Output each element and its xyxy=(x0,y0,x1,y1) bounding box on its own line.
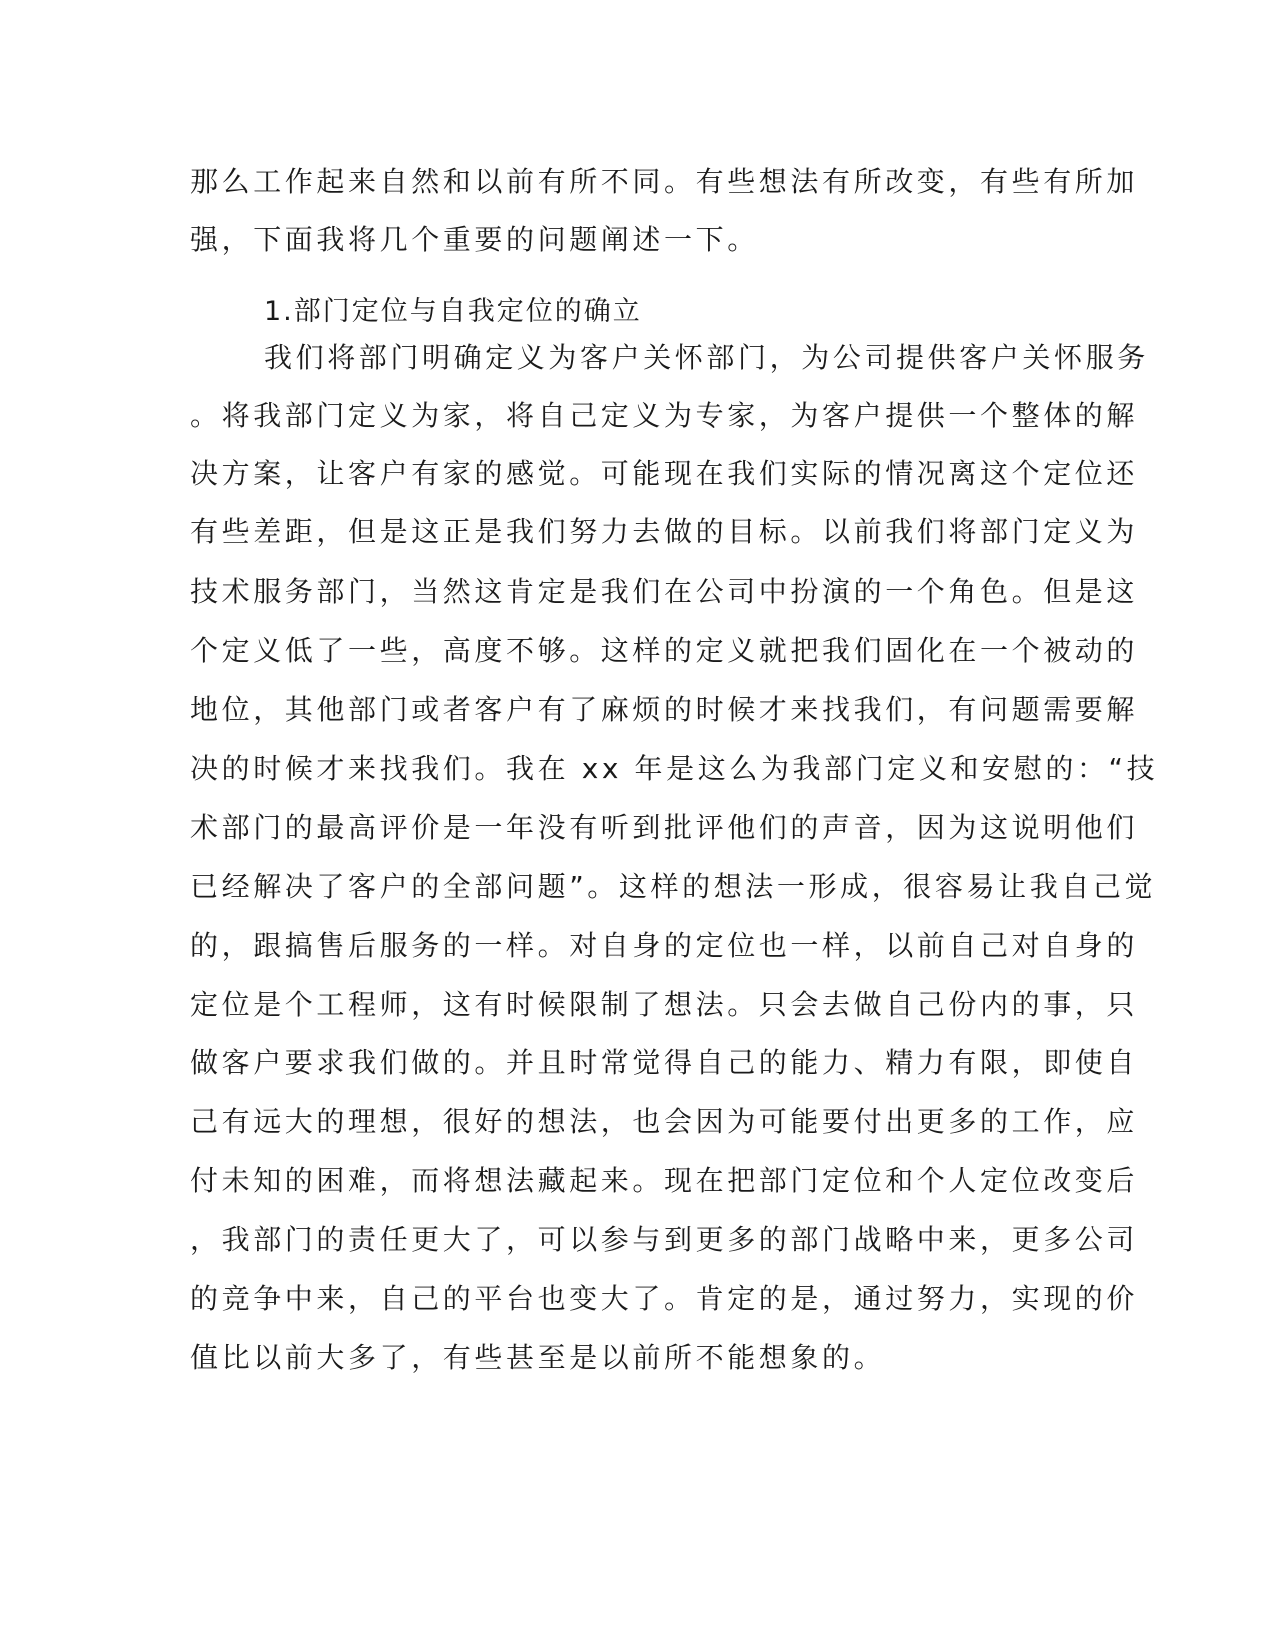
paragraph-line: 己有远大的理想，很好的想法，也会因为可能要付出更多的工作，应 xyxy=(190,1105,1139,1138)
paragraph-line: 。将我部门定义为家，将自己定义为专家，为客户提供一个整体的解 xyxy=(190,399,1139,432)
paragraph-line: 付未知的困难，而将想法藏起来。现在把部门定位和个人定位改变后 xyxy=(190,1164,1139,1197)
paragraph-line: 的竞争中来，自己的平台也变大了。肯定的是，通过努力，实现的价 xyxy=(190,1282,1139,1315)
paragraph-line: 个定义低了一些，高度不够。这样的定义就把我们固化在一个被动的 xyxy=(190,634,1139,667)
paragraph-line: 我们将部门明确定义为客户关怀部门，为公司提供客户关怀服务 xyxy=(264,341,1149,374)
paragraph-line: 决方案，让客户有家的感觉。可能现在我们实际的情况离这个定位还 xyxy=(190,457,1139,490)
paragraph-line: 地位，其他部门或者客户有了麻烦的时候才来找我们，有问题需要解 xyxy=(190,693,1139,726)
paragraph-line: 决的时候才来找我们。我在 xx 年是这么为我部门定义和安慰的：“技 xyxy=(190,752,1159,785)
paragraph-line: 定位是个工程师，这有时候限制了想法。只会去做自己份内的事，只 xyxy=(190,988,1139,1021)
intro-line-2: 强，下面我将几个重要的问题阐述一下。 xyxy=(190,223,759,256)
intro-line-1: 那么工作起来自然和以前有所不同。有些想法有所改变，有些有所加 xyxy=(190,165,1139,198)
section-heading: 1.部门定位与自我定位的确立 xyxy=(264,296,642,327)
paragraph-line: 做客户要求我们做的。并且时常觉得自己的能力、精力有限，即使自 xyxy=(190,1046,1139,1079)
paragraph-line: 术部门的最高评价是一年没有听到批评他们的声音，因为这说明他们 xyxy=(190,811,1139,844)
paragraph-line: 值比以前大多了，有些甚至是以前所不能想象的。 xyxy=(190,1341,886,1374)
paragraph-line: 的，跟搞售后服务的一样。对自身的定位也一样，以前自己对自身的 xyxy=(190,929,1139,962)
paragraph-line: 技术服务部门，当然这肯定是我们在公司中扮演的一个角色。但是这 xyxy=(190,575,1139,608)
paragraph-line: 已经解决了客户的全部问题”。这样的想法一形成，很容易让我自己觉 xyxy=(190,870,1157,903)
paragraph-line: 有些差距，但是这正是我们努力去做的目标。以前我们将部门定义为 xyxy=(190,515,1139,548)
paragraph-line: ，我部门的责任更大了，可以参与到更多的部门战略中来，更多公司 xyxy=(190,1223,1139,1256)
